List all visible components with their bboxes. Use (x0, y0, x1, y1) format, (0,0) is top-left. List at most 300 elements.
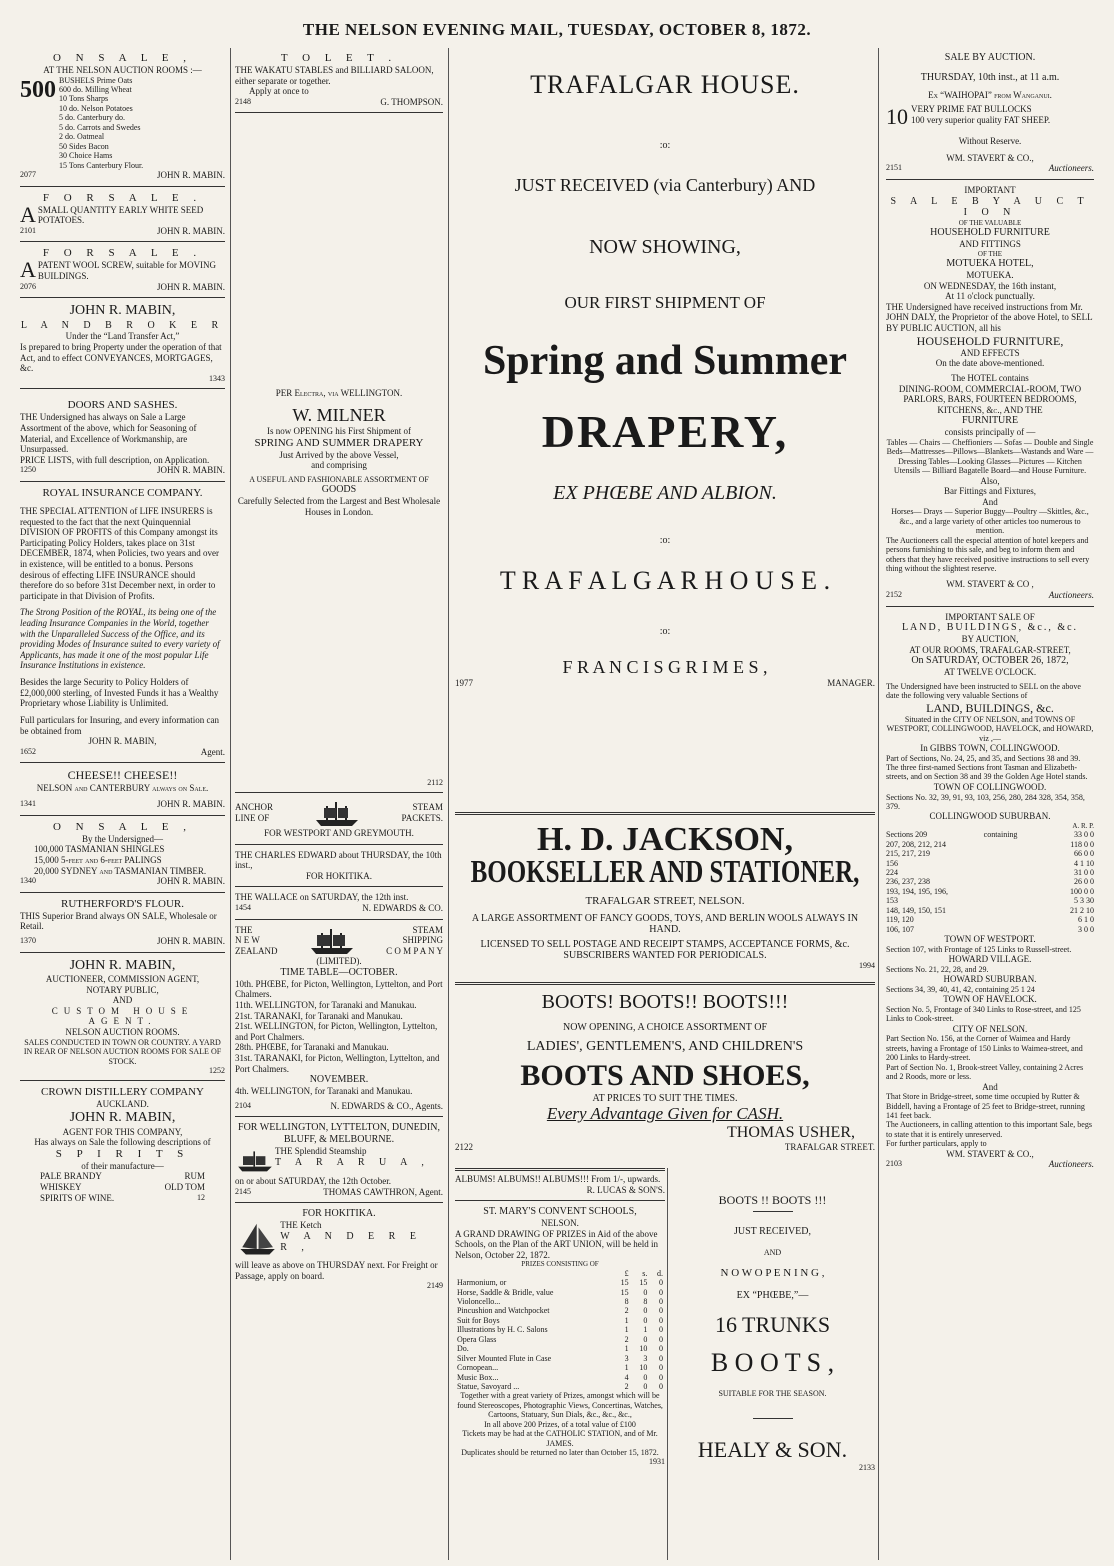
auction2-p2: Tables — Chairs — Cheffioniers — Sofas — Double and Single Beds—Mattresses—Pillows—Blankets—Wastands and Ware —Dressing Tables—Looking Glasses—Pictures — Kitchen Utensils — Billiard Bagatelle Board—and House Furniture. (886, 437, 1094, 476)
crown-sub: AUCKLAND. (96, 1099, 149, 1110)
trafalgar-l2: NOW SHOWING, (589, 236, 741, 258)
auction3-l5: LAND, BUILDINGS, &c. (926, 700, 1054, 715)
forsale-heading: F O R S A L E . (42, 191, 203, 204)
auction1-l1: THURSDAY, 10th inst., at 11 a.m. (920, 71, 1060, 83)
table-cell: 1 (643, 1325, 648, 1335)
auction2-l10: On the date above-mentioned. (935, 358, 1045, 369)
auction3-l10: HOWARD VILLAGE. (948, 954, 1032, 965)
auction3-l1: BY AUCTION, (961, 634, 1019, 645)
list-cell: 224 (886, 868, 898, 878)
list-item: 2 do. Oatmeal (59, 132, 105, 142)
steamship-icon (307, 926, 357, 956)
spirit-item: RUM (184, 1171, 205, 1182)
table-cell: 0 (643, 1306, 648, 1316)
auction1-l5: Without Reserve. (958, 136, 1022, 147)
list-cell: 156 (886, 858, 898, 868)
auction3-p12: The Auctioneers, in calling attention to this important Sale, begs to state that it is entirely unreserved. (886, 1120, 1092, 1139)
anchor-right: STEAM (412, 802, 443, 813)
auction3-l14: And (982, 1081, 998, 1092)
ad-number: 2149 (427, 1281, 443, 1291)
milner-l2: SPRING AND SUMMER DRAPERY (254, 436, 424, 449)
list-item (886, 868, 1094, 877)
auction3-l11: HOWARD SUBURBAN. (943, 974, 1037, 985)
table-cell: 0 (643, 1287, 648, 1297)
milner-l6: GOODS (321, 484, 357, 496)
healy-l1: JUST RECEIVED, (733, 1226, 812, 1238)
auction2-of: OF THE VALUABLE (958, 219, 1022, 228)
ad-number: 2076 (20, 281, 36, 291)
crown-text: Has always on Sale the following descriptions of (34, 1137, 211, 1148)
doors-heading: DOORS AND SASHES. (67, 399, 178, 412)
list-cell: 148, 149, 150, 151 (886, 905, 946, 915)
list-cell: 3 0 0 (1078, 924, 1094, 934)
column-2 (235, 52, 443, 1291)
list-cell: 4 1 10 (1074, 858, 1094, 868)
anchor-right2: PACKETS. (401, 812, 443, 823)
auction3-p7: Sections 34, 39, 40, 41, 42, containing 25 1 24 (886, 984, 1035, 994)
list-item: BUSHELS Prime Oats (59, 75, 133, 85)
table-cell: Horse, Saddle & Bridle, value (457, 1287, 554, 1297)
doors-text: THE Undersigned has always on Sale a Large Assortment of the above, which for Seasoning of Material, and Excellence of Workmanship, are Unsurpassed. (20, 412, 197, 455)
column-rule (667, 1168, 668, 1560)
auction3-l13: CITY OF NELSON. (952, 1023, 1028, 1034)
royal-p1: THE SPECIAL ATTENTION of LIFE INSURERS is requested to the fact that the next Quinquennial DIVISION OF PROFITS of this Company amongst its Participating Policy Holders, takes place on 31st DECEMBER, 1874, when Policies, two years and over in existence, will be entitled to a bonus. Persons desirous of effecting LIFE INSURANCE should therefore do so before 31st December next, in order to participate in that Division of Profits. (20, 505, 219, 601)
auction3-p8: Section No. 5, Frontage of 340 Links to Rose-street, and 125 Links to Cook-street. (886, 1004, 1081, 1024)
royal-p4: Full particulars for Insuring, and every information can be obtained from (20, 714, 219, 736)
doors-text2: PRICE LISTS, with full description, on Application. (20, 454, 210, 465)
table-cell: 4 (624, 1372, 629, 1382)
list-item (886, 925, 1094, 934)
tararua-name: T A R A R U A , (275, 1156, 430, 1168)
milner-l4: and comprising (311, 460, 367, 471)
flour-text: THIS Superior Brand always ON SALE, Wholesale or Retail. (20, 910, 217, 932)
separator: :o: (659, 626, 671, 637)
auction3-p13: For further particulars, apply to (886, 1139, 987, 1149)
broker-sub: Under the “Land Transfer Act,” (65, 331, 180, 342)
table-cell: Pincushion and Watchpocket (457, 1306, 550, 1316)
table-row (455, 1325, 665, 1334)
list-item: 21st. WELLINGTON, for Picton, Wellington, Lyttelton, and Port Chalmers. (235, 1021, 438, 1042)
timber-list (20, 844, 225, 876)
list-cell: 207, 208, 212, 214 (886, 839, 946, 849)
table-cell: Illustrations by H. C. Salons (457, 1325, 548, 1335)
list-cell: 106, 107 (886, 924, 914, 934)
auctioneer-l5: NELSON AUCTION ROOMS. (65, 1027, 180, 1038)
auction2-heading: S A L E B Y A U C T I O N (890, 195, 1090, 219)
column-rule (230, 48, 231, 1560)
jackson-ad (455, 812, 875, 970)
spirit-item: WHISKEY (40, 1181, 82, 1192)
tolet-apply: Apply at once to (249, 86, 309, 97)
table-cell: 0 (659, 1372, 663, 1382)
tararua-heading: FOR WELLINGTON, LYTTELTON, DUNEDIN, BLUFF, & MELBOURNE. (238, 1122, 440, 1146)
nz-nov: NOVEMBER. (309, 1074, 369, 1086)
trafalgar-l5: DRAPERY, (541, 406, 789, 457)
ad-number: 2148 (235, 96, 251, 106)
table-cell: 1 (624, 1325, 629, 1335)
table-row (455, 1354, 665, 1363)
auction3-p5: Section 107, with Frontage of 125 Links to Russell-street. (886, 944, 1072, 954)
onsale-heading: O N S A L E , (52, 52, 192, 64)
convent-p4: Duplicates should be returned no later than October 15, 1872. (461, 1448, 659, 1458)
auction3-l4: AT TWELVE O'CLOCK. (943, 667, 1037, 678)
auction1-l4: 100 very superior quality FAT SHEEP. (911, 114, 1051, 125)
section-list (886, 830, 1094, 934)
auction3-p10: Part of Section No. 1, Brook-street Valley, containing 2 Acres and 2 Roods, more or less. (886, 1062, 1084, 1082)
table-row (455, 1306, 665, 1315)
table-cell: 8 (624, 1297, 629, 1307)
ad-number: 2112 (427, 777, 443, 787)
convent-column (455, 1168, 665, 1467)
healy-heading: BOOTS !! BOOTS !!! (718, 1193, 827, 1207)
ad-number: 1454 (235, 902, 251, 912)
royal-heading: ROYAL INSURANCE COMPANY. (42, 486, 203, 499)
list-item: 10th. PHŒBE, for Picton, Wellington, Lyttelton, and Port Chalmers. (235, 978, 443, 1000)
auctioneer-l4: CUSTOM HOUSE AGENT. (51, 1005, 194, 1027)
hokitika-text2: will leave as above on THURSDAY next. For Freight or Passage, apply on board. (235, 1259, 438, 1281)
cheese-text: NELSON and CANTERBURY always on Sale. (36, 782, 209, 793)
signature: JOHN R. MABIN. (156, 935, 225, 946)
trafalgar-l4: Spring and Summer (482, 338, 848, 384)
table-cell: 15 (620, 1278, 629, 1288)
jackson-addr: TRAFALGAR STREET, NELSON. (585, 895, 745, 907)
anchor-left2: LINE OF (235, 812, 270, 823)
signature-role: Auctioneers. (1048, 1159, 1094, 1170)
nz-l1: THE (235, 924, 253, 935)
ad-number: 1340 (20, 876, 36, 886)
auction3-imp: IMPORTANT SALE OF (945, 611, 1035, 622)
quantity-10: 10 (886, 104, 908, 130)
separator: :o: (659, 140, 671, 151)
auctioneer-name: JOHN R. MABIN, (69, 957, 176, 973)
signature: JOHN R. MABIN, (88, 736, 157, 747)
tararua-text2: on or about SATURDAY, the 12th October. (235, 1175, 391, 1186)
list-cell: 66 0 0 (1074, 849, 1094, 859)
masthead: THE NELSON EVENING MAIL, TUESDAY, OCTOBER 8, 1872. (302, 20, 812, 39)
table-cell: 0 (659, 1325, 663, 1335)
list-item: 30 Choice Hams (59, 151, 113, 161)
auction2-l6: ON WEDNESDAY, the 16th instant, (923, 280, 1057, 291)
auction2-p1: THE Undersigned have received instructions from Mr. JOHN DALY, the Proprietor of the above Hotel, to SELL BY PUBLIC AUCTION, all his (886, 301, 1093, 333)
anchor-sub: FOR WESTPORT AND GREYMOUTH. (264, 827, 414, 838)
flour-heading: RUTHERFORD'S FLOUR. (60, 897, 184, 910)
table-row (455, 1278, 665, 1287)
table-cell: 2 (624, 1381, 629, 1391)
usher-l2: LADIES', GENTLEMEN'S, AND CHILDREN'S (526, 1039, 804, 1054)
auction3-p4: Sections No. 32, 39, 91, 93, 103, 256, 280, 284 328, 354, 358, 379. (886, 792, 1085, 811)
signature: WM. STAVERT & CO , (946, 579, 1034, 590)
auction1-l3: VERY PRIME FAT BULLOCKS (911, 104, 1032, 115)
list-cell: 21 2 10 (1070, 905, 1094, 915)
column-1 (20, 52, 225, 1203)
signature: JOHN R. MABIN. (156, 281, 225, 292)
drop-cap: A (20, 201, 36, 227)
usher-l4: AT PRICES TO SUIT THE TIMES. (592, 1093, 738, 1104)
crown-agent: AGENT FOR THIS COMPANY, (62, 1126, 183, 1137)
crown-heading: CROWN DISTILLERY COMPANY (41, 1086, 204, 1099)
convent-prizes: PRIZES CONSISTING OF (521, 1260, 599, 1269)
signature: THOMAS CAWTHRON, Agent. (323, 1186, 443, 1197)
healy-l7: SUITABLE FOR THE SEASON. (718, 1388, 827, 1398)
table-row (455, 1297, 665, 1306)
prize-table (455, 1269, 665, 1392)
nz-r1: STEAM (412, 924, 443, 935)
auction2-l2: AND FITTINGS (959, 239, 1021, 250)
anchor-wallace: THE WALLACE on SATURDAY, the 12th inst. (235, 892, 409, 903)
forsale-text: SMALL QUANTITY EARLY WHITE SEED POTATOES. (37, 204, 204, 226)
auction3-p6: Sections No. 21, 22, 28, and 29. (886, 964, 989, 974)
table-cell: 1 (624, 1315, 629, 1325)
auction3-p2: Situated in the CITY OF NELSON, and TOWNS OF WESTPORT, COLLINGWOOD, HAVELOCK, and HOWARD, viz ,— (886, 714, 1094, 743)
healy-name: HEALY & SON. (697, 1437, 848, 1463)
royal-p2: The Strong Position of the ROYAL, its being one of the leading Insurance Companies in the World, together with the Unparalleled Success of the Office, and its providing Modes of Insurance suited to every variety of Applicants, has made it one of the most popular Life Insurance Institutions in existence. (20, 607, 220, 671)
auction2-l1: HOUSEHOLD FURNITURE (930, 227, 1050, 239)
list-item: 100,000 TASMANIAN SHINGLES (34, 844, 165, 855)
separator: :o: (659, 535, 671, 546)
signature: JOHN R. MABIN. (156, 225, 225, 236)
convent-p3: Tickets may be had at the CATHOLIC STATION, and of Mr. JAMES. (462, 1429, 658, 1448)
convent-text: A GRAND DRAWING OF PRIZES in Aid of the above Schools, on the Plan of the ART UNION, will be held in Nelson, October 22, 1872. (455, 1228, 659, 1260)
usher-addr: TRAFALGAR STREET. (784, 1142, 875, 1152)
ketch-icon (235, 1220, 280, 1260)
table-cell: 10 (639, 1363, 648, 1373)
ad-number: 1250 (20, 465, 36, 475)
ad-number: 1994 (859, 961, 875, 970)
ad-number: 2152 (886, 590, 902, 600)
ad-number: 1370 (20, 935, 36, 945)
signature: G. THOMPSON. (380, 96, 443, 107)
auction2-l7: At 11 o'clock punctually. (945, 291, 1035, 302)
milner-l5: A USEFUL AND FASHIONABLE ASSORTMENT OF (249, 475, 429, 485)
auction2-l4: MOTUEKA HOTEL, (946, 258, 1034, 270)
nz-r2: SHIPPING (402, 935, 443, 946)
crown-spirits: S P I R I T S (55, 1147, 190, 1160)
table-row (455, 1373, 665, 1382)
ad-number: 1652 (20, 746, 36, 756)
usher-l3: BOOTS AND SHOES, (520, 1059, 810, 1092)
arp-header: A. R. P. (1072, 822, 1094, 831)
auction2-l5: MOTUEKA. (966, 269, 1014, 280)
table-cell: 0 (659, 1306, 663, 1316)
signature: N. EDWARDS & CO., Agents. (330, 1100, 443, 1111)
auction3-p3: Part of Sections, No. 24, 25, and 35, and Sections 38 and 39. The three first-named Sections front Tasman and Elizabeth-streets, and on Section 38 and 39 the Golden Age Hotel stands. (886, 753, 1088, 782)
list-cell: 5 3 30 (1074, 896, 1094, 906)
table-row (455, 1335, 665, 1344)
cheese-heading: CHEESE!! CHEESE!! (67, 768, 178, 783)
convent-p1: Together with a great variety of Prizes, amongst which will be found Stereoscopes, Photographic Views, Concertinas, Watches, Cartoons, Statuary, Sun Dials, &c., &c., &c., (457, 1391, 663, 1420)
usher-name: THOMAS USHER, (726, 1124, 855, 1141)
trafalgar-l6: EX PHŒBE AND ALBION. (553, 482, 777, 504)
list-item: 600 do. Milling Wheat (59, 85, 132, 95)
list-item (886, 896, 1094, 905)
signature-role: Auctioneers. (1048, 590, 1094, 601)
tolet-heading: T O L E T . (280, 52, 398, 64)
hokitika-text: THE Ketch (280, 1219, 322, 1230)
table-cell: Music Box... (457, 1372, 499, 1382)
list-cell: 236, 237, 238 (886, 877, 930, 887)
signature: WM. STAVERT & CO., (946, 152, 1034, 163)
table-cell: 0 (643, 1315, 648, 1325)
table-cell: 15 (639, 1278, 648, 1288)
spirit-item: PALE BRANDY (40, 1171, 102, 1182)
table-row (455, 1344, 665, 1353)
healy-column (670, 1185, 875, 1473)
auctioneer-text: SALES CONDUCTED IN TOWN OR COUNTRY. A YARD IN REAR OF NELSON AUCTION ROOMS FOR SALE OF STOCK. (23, 1037, 222, 1066)
auction2-l11: The HOTEL contains (951, 372, 1029, 383)
milner-l7: Carefully Selected from the Largest and Best Wholesale Houses in London. (237, 496, 441, 517)
drop-cap: A (20, 257, 36, 283)
jackson-title: BOOKSELLER AND STATIONER, (470, 855, 860, 890)
signature: JOHN R. MABIN. (156, 465, 225, 476)
list-item: 28th. PHŒBE, for Taranaki and Manukau. (235, 1042, 389, 1053)
broker-name: JOHN R. MABIN, (69, 303, 176, 319)
list-item (886, 840, 1094, 849)
onsale-subheading: AT THE NELSON AUCTION ROOMS :— (43, 64, 202, 75)
list-item: 21st. TARANAKI, for Taranaki and Manukau. (235, 1010, 403, 1021)
table-cell: 1 (624, 1344, 629, 1354)
milner-per: PER Electra, via WELLINGTON. (275, 388, 403, 399)
auction3-p1: The Undersigned have been instructed to SELL on the above date the following very valuable Sections of (886, 681, 1081, 701)
table-cell: 0 (659, 1353, 663, 1363)
jackson-l1: A LARGE ASSORTMENT OF FANCY GOODS, TOYS, AND BERLIN WOOLS ALWAYS IN HAND. (471, 913, 859, 935)
auction3-l12: TOWN OF HAVELOCK. (943, 994, 1037, 1005)
ad-number: 1341 (20, 799, 36, 809)
auction3-l3: On SATURDAY, OCTOBER 26, 1872, (911, 655, 1069, 667)
signature-role: Auctioneers. (1048, 163, 1094, 174)
auction1-l2: Ex “WAIHOPAI” from Wanganui. (928, 89, 1052, 100)
list-cell: containing (983, 830, 1018, 840)
list-item: 5 do. Carrots and Swedes (59, 122, 141, 132)
quantity-500: 500 (20, 76, 56, 103)
list-cell: 100 0 0 (1070, 886, 1094, 896)
milner-l1: Is now OPENING his First Shipment of (266, 426, 411, 437)
trafalgar-l1: JUST RECEIVED (via Canterbury) AND (514, 175, 816, 195)
signature: N. EDWARDS & CO. (362, 902, 443, 913)
auctioneer-l2: NOTARY PUBLIC, (86, 984, 159, 995)
nz-nov1: 4th. WELLINGTON, for Taranaki and Manukau. (235, 1086, 413, 1097)
table-cell: 0 (643, 1334, 648, 1344)
list-item: 5 do. Canterbury do. (59, 113, 125, 123)
steamship-icon (312, 798, 362, 828)
trafalgar-manager: F R A N C I S G R I M E S , (562, 657, 768, 677)
healy-l2: AND (763, 1247, 782, 1257)
auction2-l8: HOUSEHOLD FURNITURE, (916, 333, 1064, 348)
auction3-l9: TOWN OF WESTPORT. (944, 934, 1036, 945)
list-cell: 33 0 0 (1073, 830, 1094, 840)
healy-l4: EX “PHŒBE,”— (736, 1290, 809, 1302)
auction1-heading: SALE BY AUCTION. (944, 52, 1036, 63)
usher-l5: Every Advantage Given for CASH. (546, 1104, 784, 1123)
list-item: 10 do. Nelson Potatoes (59, 103, 133, 113)
auction3-heading: LAND, BUILDINGS, &c., &c. (901, 622, 1079, 634)
table-cell: 8 (643, 1297, 648, 1307)
list-cell: 193, 194, 195, 196, (886, 886, 948, 896)
usher-heading: BOOTS! BOOTS!! BOOTS!!! (541, 991, 789, 1013)
forsale-text: PATENT WOOL SCREW, suitable for MOVING BUILDINGS. (37, 260, 217, 281)
auction2-l9: AND EFFECTS (960, 347, 1020, 358)
anchor-ce: THE CHARLES EDWARD about THURSDAY, the 10th inst., (235, 849, 442, 871)
auction3-l7: TOWN OF COLLINGWOOD. (933, 781, 1047, 792)
list-item (886, 859, 1094, 868)
table-cell: Silver Mounted Flute in Case (457, 1353, 552, 1363)
table-row (455, 1382, 665, 1391)
table-cell: 2 (624, 1306, 629, 1316)
signature: JOHN R. MABIN. (156, 169, 225, 180)
list-item (886, 906, 1094, 915)
tararua-text: THE Splendid Steamship (275, 1145, 367, 1156)
forsale-heading: F O R S A L E . (42, 247, 203, 260)
list-item (886, 887, 1094, 896)
table-row (455, 1288, 665, 1297)
table-cell: Do. (457, 1344, 469, 1354)
table-cell: Suit for Boys (457, 1315, 500, 1325)
list-cell: 153 (886, 896, 898, 906)
list-cell: 26 0 0 (1074, 877, 1094, 887)
auction2-l14: consists principally of — (944, 427, 1036, 438)
broker-title: L A N D B R O K E R (20, 319, 225, 331)
signature: JOHN R. MABIN. (156, 876, 225, 887)
table-cell: 0 (659, 1334, 663, 1344)
signature: WM. STAVERT & CO., (946, 1148, 1034, 1159)
crown-of: of their manufacture— (81, 1160, 164, 1171)
table-header: £ (624, 1268, 629, 1278)
table-row (455, 1363, 665, 1372)
ad-number: 2122 (455, 1142, 473, 1152)
table-cell: 0 (643, 1372, 648, 1382)
auction3-l2: AT OUR ROOMS, TRAFALGAR-STREET, (909, 644, 1071, 655)
table-cell: 15 (620, 1287, 629, 1297)
produce-list (59, 76, 143, 170)
ad-number: 1343 (209, 373, 225, 383)
list-cell: 215, 217, 219 (886, 849, 930, 859)
anchor-left: ANCHOR (235, 802, 274, 813)
trafalgar-ad (455, 60, 875, 688)
nz-r3: C O M P A N Y (386, 945, 443, 956)
jackson-l2: LICENSED TO SELL POSTAGE AND RECEIPT STAMPS, ACCEPTANCE FORMS, &c. SUBSCRIBERS WANTED FOR PERIODICALS. (480, 939, 850, 961)
auction2-l3: OF THE (977, 249, 1003, 258)
spirit-item: OLD TOM (164, 1181, 205, 1192)
list-item: 15,000 5-feet and 6-feet PALINGS (34, 854, 162, 865)
table-cell: 0 (659, 1363, 663, 1373)
column-4 (886, 52, 1094, 1170)
ad-number: 2133 (859, 1463, 875, 1473)
healy-l5: 16 TRUNKS (714, 1312, 831, 1338)
table-cell: 0 (659, 1315, 663, 1325)
auction2-p4: The Auctioneers call the especial attention of hotel keepers and persons furnishing to this sale, and beg to inform them and others that they have received positive instructions to sell every thing without the slightest reserve. (886, 535, 1090, 573)
signature-role: Agent. (200, 746, 225, 757)
jackson-name: H. D. JACKSON, (537, 821, 793, 858)
tolet-text: THE WAKATU STABLES and BILLIARD SALOON, either separate or together. (235, 64, 434, 86)
hokitika-heading: FOR HOKITIKA. (302, 1208, 376, 1220)
ad-number: 1977 (455, 678, 473, 688)
nz-l3: ZEALAND (235, 945, 278, 956)
ad-number: 2103 (886, 1159, 902, 1169)
trafalgar-l3: OUR FIRST SHIPMENT OF (564, 293, 766, 312)
auction3-l6: In GIBBS TOWN, COLLINGWOOD. (920, 743, 1060, 753)
table-cell: 0 (659, 1297, 663, 1307)
trafalgar-heading: TRAFALGAR HOUSE. (530, 70, 800, 99)
table-cell: 0 (659, 1344, 663, 1354)
onsale-heading: O N S A L E , (52, 820, 192, 833)
table-cell: Statue, Savoyard ... (457, 1381, 520, 1391)
list-cell: 119, 120 (886, 915, 914, 925)
table-cell: 2 (624, 1334, 629, 1344)
ad-number: 1931 (649, 1457, 665, 1467)
ad-number: 2104 (235, 1100, 251, 1110)
table-cell: 3 (624, 1353, 629, 1363)
list-item (886, 849, 1094, 858)
table-cell (455, 1269, 612, 1278)
